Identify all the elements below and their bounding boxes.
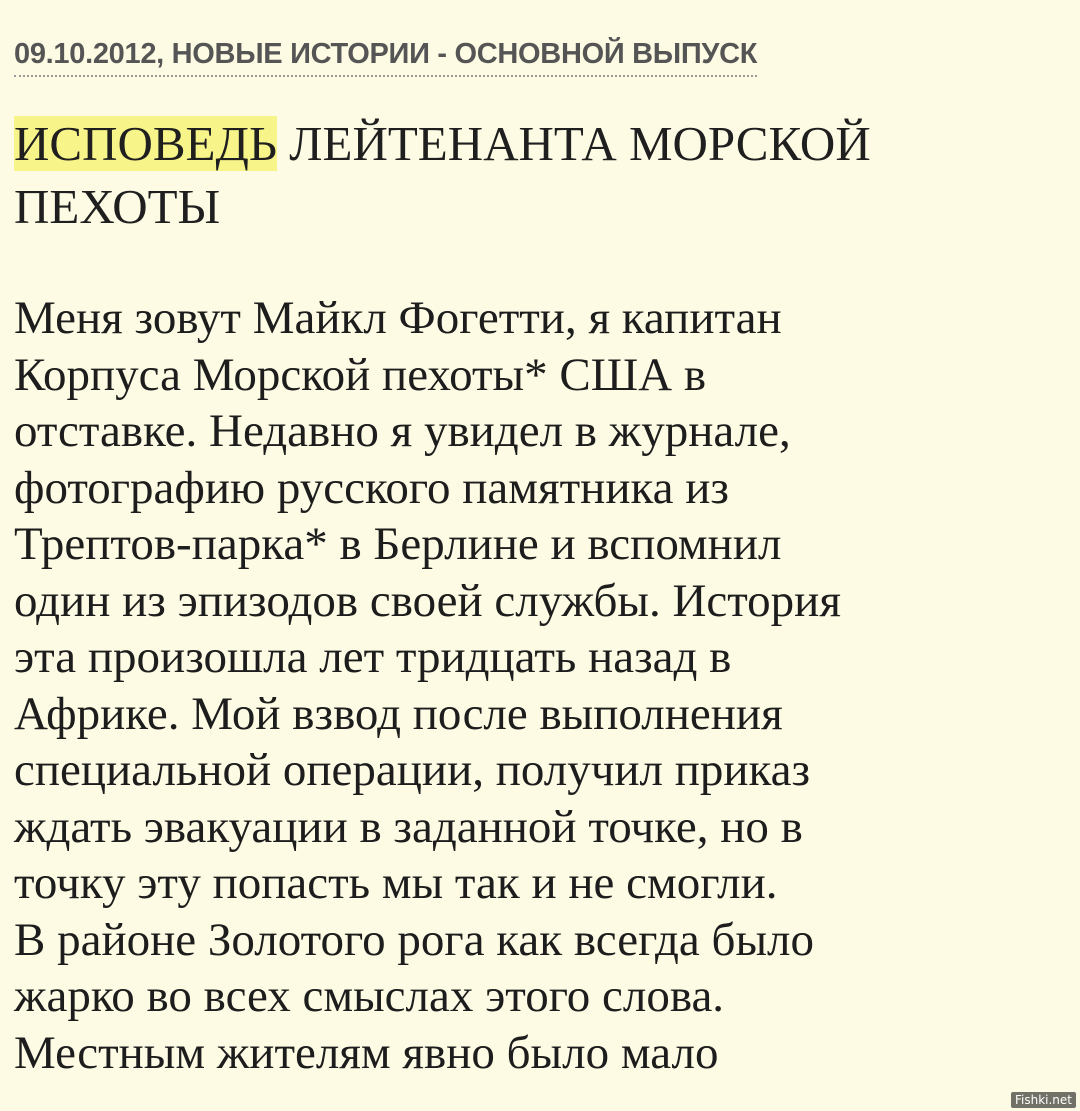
story-body xyxy=(14,290,1074,1081)
story-line: Меня зовут Майкл Фогетти, я капитан xyxy=(14,292,782,344)
story-line: фотографию русского памятника из xyxy=(14,461,729,514)
story-line: один из эпизодов своей службы. История xyxy=(14,574,841,627)
story-line: В районе Золотого рога как всегда было xyxy=(14,913,814,966)
story-line: Местным жителям явно было мало xyxy=(14,1026,719,1079)
title-highlight: ИСПОВЕДЬ xyxy=(14,116,278,171)
story-line: эта произошла лет тридцать назад в xyxy=(14,631,732,683)
story-line: Африке. Мой взвод после выполнения xyxy=(14,687,783,740)
story-line: точку эту попасть мы так и не смогли. xyxy=(14,857,778,909)
story-line: специальной операции, получил приказ xyxy=(14,744,811,796)
story-line: Корпуса Морской пехоты* США в xyxy=(14,348,707,401)
story-line: жарко во всех смыслах этого слова. xyxy=(14,970,725,1022)
story-line: Трептов-парка* в Берлине и вспомнил xyxy=(14,518,782,570)
article-title xyxy=(14,112,1054,238)
story-line: отставке. Недавно я увидел в журнале, xyxy=(14,405,791,457)
story-line: ждать эвакуации в заданной точке, но в xyxy=(14,800,803,853)
title-text-line1: ЛЕЙТЕНАНТА МОРСКОЙ xyxy=(277,116,871,171)
title-text-line2: ПЕХОТЫ xyxy=(14,179,221,234)
watermark: Fishki.net xyxy=(1011,1092,1076,1108)
article-meta-link[interactable]: 09.10.2012, НОВЫЕ ИСТОРИИ - ОСНОВНОЙ ВЫПУСК xyxy=(14,34,757,77)
